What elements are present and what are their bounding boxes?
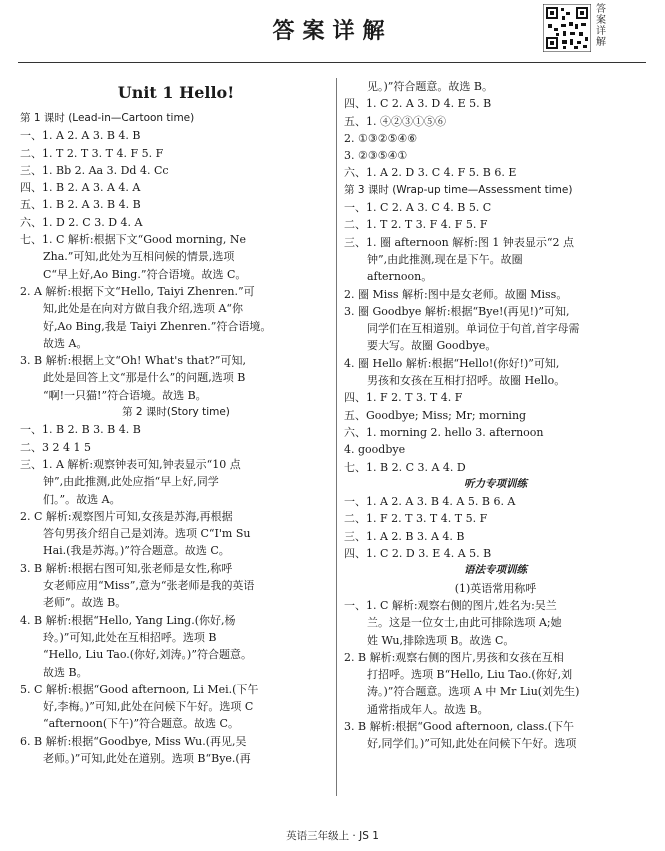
qr-code-icon[interactable] [543,4,591,52]
answer-line-continued: 女老师应用“Miss”,意为“张老师是我的英语 [43,579,255,593]
answer-line: 六、1. morning 2. hello 3. afternoon [344,425,544,439]
answer-line-continued: C“早上好,Ao Bing.”符合语境。故选 C。 [43,267,247,281]
answer-line: 六、1. A 2. D 3. C 4. F 5. B 6. E [344,166,517,180]
answer-line: 5. C 解析:根据“Good afternoon, Li Mei.(下午 [20,682,259,696]
answer-line: 一、1. A 2. A 3. B 4. A 5. B 6. A [344,495,516,509]
answer-line-continued: afternoon。 [367,270,433,284]
answer-line: 2. C 解析:观察图片可知,女孩是苏海,再根据 [20,509,233,523]
answer-line-continued: 钟”,由此推测,现在是下午。故圈 [367,252,523,266]
answer-line: 一、1. C 2. A 3. C 4. B 5. C [344,201,492,215]
answer-line: 一、1. C 解析:观察右侧的图片,姓名为:吴兰 [344,598,557,612]
answer-line-continued: 好,同学们。)”可知,此处在问候下午好。选项 [367,737,577,751]
answer-line: 三、1. Bb 2. Aa 3. Dd 4. Cc [20,163,169,177]
answer-line-continued: 打招呼。选项 B“Hello, Liu Tao.(你好,刘 [367,668,573,682]
answer-line: 3. B 解析:根据上文“Oh! What's that?”可知, [20,354,246,368]
answer-line-continued: Hai.(我是苏海。)”符合题意。故选 C。 [43,544,230,558]
answer-line: 4. 圈 Hello 解析:根据“Hello!(你好!)”可知, [344,356,560,370]
page-title: 答案详解 [272,19,393,44]
answer-line-continued: 要大写。故圈 Goodbye。 [367,339,497,353]
lesson-heading: 第 2 课时(Story time) [122,406,230,419]
answer-line-continued: 故选 B。 [43,665,88,679]
answer-line-continued: 此处是回答上文“那是什么”的问题,选项 B [43,371,246,385]
answer-line: 五、1. B 2. A 3. B 4. B [20,198,141,212]
subsection-heading: (1)英语常用称呼 [454,581,537,595]
answer-line: 3. 圈 Goodbye 解析:根据“Bye!(再见!)”可知, [344,304,570,318]
unit-heading: Unit 1 Hello! [117,83,235,102]
answer-line: 2. B 解析:观察右侧的图片,男孩和女孩在互相 [344,650,564,664]
answer-line-continued: 老师”。故选 B。 [43,596,127,610]
answer-line: 二、1. F 2. T 3. T 4. T 5. F [344,512,488,526]
answer-line: 一、1. B 2. B 3. B 4. B [20,423,141,437]
answer-line-continued: 们。”。故选 A。 [43,492,121,506]
answer-line: 3. B 解析:根据右图可知,张老师是女性,称呼 [20,561,233,575]
answer-line-continued: 见。)”符合题意。故选 B。 [367,80,493,93]
answer-line-continued: “afternoon(下午)”符合题意。故选 C。 [43,717,239,731]
answer-line: 四、1. C 2. A 3. D 4. E 5. B [344,97,492,111]
answer-line-continued: 钟”,由此推测,此处应指“早上好,同学 [43,475,219,489]
answer-line-continued: “啊!一只猫!”符合语境。故选 B。 [43,388,207,402]
answer-line: 二、1. T 2. T 3. F 4. F 5. F [344,218,488,232]
answer-line: 四、1. F 2. T 3. T 4. F [344,391,463,405]
answer-line: 二、1. T 2. T 3. T 4. F 5. F [20,146,164,160]
answer-line: 七、1. B 2. C 3. A 4. D [344,460,466,474]
answer-line: 五、1. ④②③①⑤⑥ [344,114,446,128]
answer-line-continued: “Hello, Liu Tao.(你好,刘涛。)”符合题意。 [43,648,252,662]
answer-line-continued: 涛。)”符合题意。选项 A 中 Mr Liu(刘先生) [367,685,580,699]
answer-line-continued: 同学们在互相道别。单词位于句首,首字母需 [367,322,580,336]
answer-line-continued: 答句男孩介绍自己是刘涛。选项 C“I'm Su [43,527,251,541]
answer-line: 3. B 解析:根据“Good afternoon, class.(下午 [344,719,575,733]
answer-line: 3. ②③⑤④① [344,149,408,163]
answer-line: 2. ①③②⑤④⑥ [344,131,418,145]
answer-line-continued: 故选 A。 [43,336,88,350]
answer-line-continued: 玲。)”可知,此处在互相招呼。选项 B [43,630,217,644]
answer-line-continued: 好,李梅。)”可知,此处在问候下午好。选项 C [43,700,254,714]
answer-line: 三、1. A 解析:观察钟表可知,钟表显示“10 点 [20,457,241,471]
answer-line-continued: Zha.”可知,此处为互相问候的情景,选项 [43,250,235,264]
answer-line: 四、1. B 2. A 3. A 4. A [20,181,141,195]
qr-label: 答案详解 [596,4,606,48]
answer-line: 4. B 解析:根据“Hello, Yang Ling.(你好,杨 [20,613,236,627]
answer-line-continued: 知,此处是在向对方做自我介绍,选项 A“你 [43,302,244,316]
answer-line-continued: 男孩和女孩在互相打招呼。故圈 Hello。 [367,374,566,388]
section-heading: 听力专项训练 [464,477,527,490]
answer-line: 2. 圈 Miss 解析:图中是女老师。故圈 Miss。 [344,287,568,301]
answer-line: 六、1. D 2. C 3. D 4. A [20,215,143,229]
answer-line-continued: 通常指成年人。故选 B。 [367,702,489,716]
answer-line: 五、Goodbye; Miss; Mr; morning [344,408,527,422]
answer-line: 6. B 解析:根据“Goodbye, Miss Wu.(再见,吴 [20,734,247,748]
lesson-heading: 第 3 课时 (Wrap-up time—Assessment time) [344,183,573,196]
section-heading: 语法专项训练 [464,564,527,577]
page-footer: 英语三年级上 · JS 1 [286,830,379,842]
header-rule [18,62,646,63]
answer-line: 4. goodbye [344,443,406,457]
answer-line: 三、1. 圈 afternoon 解析:图 1 钟表显示“2 点 [344,235,575,249]
answer-line-continued: 老师。)”可知,此处在道别。选项 B“Bye.(再 [43,751,251,765]
answer-line: 一、1. A 2. A 3. B 4. B [20,129,141,143]
answer-line-continued: 姓 Wu,排除选项 B。故选 C。 [367,633,515,647]
answer-line: 二、3 2 4 1 5 [20,440,91,454]
answer-line: 七、1. C 解析:根据下文“Good morning, Ne [20,233,246,247]
column-divider [336,78,337,796]
left-column [20,78,332,767]
lesson-heading: 第 1 课时 (Lead-in—Cartoon time) [20,112,195,124]
answer-line: 四、1. C 2. D 3. E 4. A 5. B [344,547,492,561]
answer-line: 三、1. A 2. B 3. A 4. B [344,529,465,543]
answer-line-continued: 兰。这是一位女士,由此可排除选项 A;她 [367,616,562,630]
right-column [344,78,647,753]
answer-line-continued: 好,Ao Bing,我是 Taiyi Zhenren.”符合语境。 [43,319,272,333]
answer-line: 2. A 解析:根据下文“Hello, Taiyi Zhenren.”可 [20,284,255,298]
